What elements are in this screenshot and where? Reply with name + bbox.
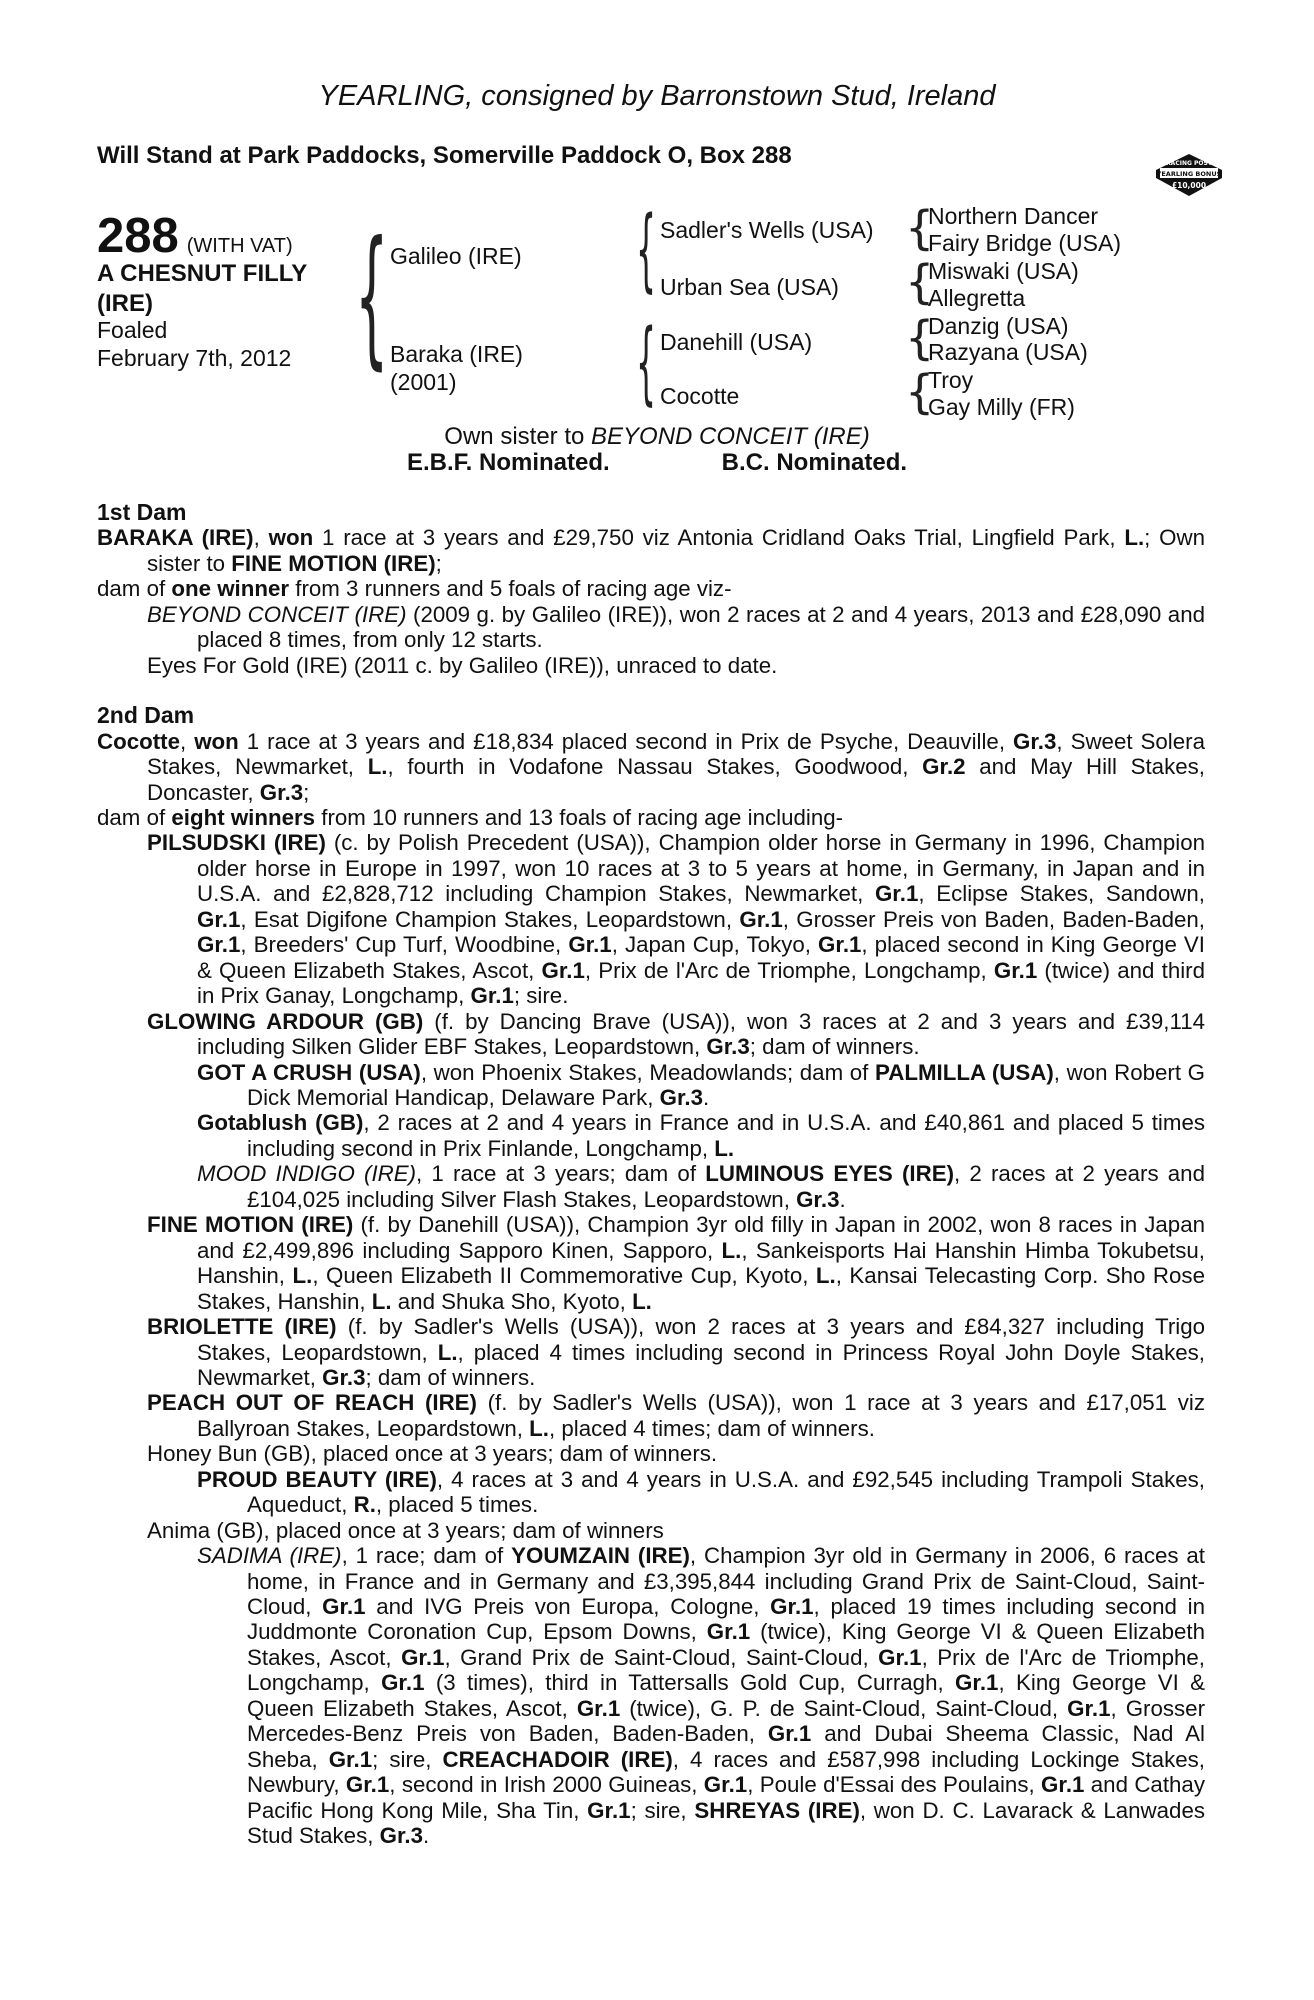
second-dam-entry-text: ; dam of winners. bbox=[749, 1034, 920, 1060]
second-dam-entry bbox=[147, 1314, 1205, 1390]
pedigree-brace-g4: { bbox=[905, 365, 935, 419]
dam-records bbox=[97, 500, 1205, 1849]
nominations bbox=[0, 449, 1314, 477]
second-dam-entry-text: (c. by Polish Precedent (USA)), Champion older horse in Germany in 1996, Champion older horse in Europe in 1997, won 10 races at 3 to 5 years at home, in Germany, in Japan and in U.S.A. and £2,828,712 including Champion Stakes, Newmarket, bbox=[197, 830, 1205, 907]
pedigree-dam-year: (2001) bbox=[390, 369, 457, 395]
first-dam-entry-text: BARAKA (IRE) bbox=[97, 525, 254, 551]
first-dam-entry-text: Eyes For Gold (IRE) (2011 c. by Galileo (IRE)), unraced to date. bbox=[147, 652, 778, 678]
pedigree-g6: Razyana (USA) bbox=[928, 339, 1088, 365]
own-sister-name: BEYOND CONCEIT (IRE) bbox=[591, 423, 870, 450]
second-dam-entry-text: and May Hill Stakes, Doncaster, bbox=[147, 754, 1205, 805]
second-dam-entry bbox=[97, 805, 1205, 830]
second-dam-entry-text: Gr.1 bbox=[874, 881, 919, 907]
pedigree-brace-g3: { bbox=[905, 311, 935, 365]
second-dam-entry-text: Gr.1 bbox=[576, 1695, 621, 1721]
second-dam-entry-text: eight winners bbox=[171, 804, 316, 830]
second-dam-entry-text: Gr.1 bbox=[541, 957, 585, 983]
second-dam-entry-text: L. bbox=[529, 1415, 549, 1441]
second-dam-entry-text: Gr.1 bbox=[993, 957, 1038, 983]
badge-line-1: RACING POST bbox=[1166, 160, 1212, 167]
second-dam-entry-text: Gr.1 bbox=[1041, 1772, 1085, 1798]
lot-header bbox=[97, 208, 293, 264]
second-dam-entry-text: 1 race at 3 years and £18,834 placed second in Prix de Psyche, Deauville, bbox=[238, 728, 1014, 754]
lot-number: 288 bbox=[97, 209, 179, 263]
second-dam-entry-text: R. bbox=[353, 1492, 376, 1518]
first-dam-entry-text: ; Own sister to bbox=[147, 525, 1206, 576]
first-dam-entry-text: one winner bbox=[171, 576, 290, 602]
pedigree-dam-sire: Danehill (USA) bbox=[660, 329, 813, 355]
badge-line-2: YEARLING BONUS bbox=[1156, 170, 1222, 178]
second-dam-entry-text: Gr.1 bbox=[328, 1746, 373, 1772]
first-dam-entry bbox=[97, 576, 1205, 601]
second-dam-entry-text: Gr.1 bbox=[197, 932, 241, 958]
second-dam-entry-text: Gr.2 bbox=[922, 754, 966, 780]
pedigree-g4: Allegretta bbox=[928, 285, 1026, 311]
second-dam-entry-text: Gr.1 bbox=[322, 1594, 366, 1620]
stand-location: Will Stand at Park Paddocks, Somerville Paddock O, Box 288 bbox=[97, 142, 792, 169]
second-dam-entry-text: PROUD BEAUTY (IRE) bbox=[197, 1466, 437, 1492]
second-dam-entry-text: FINE MOTION (IRE) bbox=[147, 1212, 354, 1238]
pedigree-dam: Baraka (IRE) bbox=[390, 341, 523, 367]
second-dam-entry-text: MOOD INDIGO (IRE) bbox=[197, 1161, 417, 1187]
first-dam-entry bbox=[147, 653, 1205, 678]
lot-name bbox=[97, 259, 367, 319]
pedigree-g8: Gay Milly (FR) bbox=[928, 394, 1075, 420]
second-dam-entry-text: Cocotte bbox=[97, 728, 180, 754]
second-dam-entry-text: Gr.3 bbox=[1013, 728, 1057, 754]
second-dam-entry-text: Gr.1 bbox=[706, 1619, 751, 1645]
second-dam-entry-text: , King George VI & Queen Elizabeth Stakes, Ascot, bbox=[247, 1670, 1205, 1721]
second-dam-entry-text: GLOWING ARDOUR (GB) bbox=[147, 1008, 424, 1034]
second-dam-entry-text: , Sweet Solera Stakes, Newmarket, bbox=[147, 728, 1205, 780]
second-dam-entry-text: , bbox=[180, 728, 195, 754]
second-dam-entry bbox=[97, 729, 1205, 805]
second-dam-entry-text: Honey Bun (GB), placed once at 3 years; dam of winners. bbox=[147, 1441, 718, 1467]
second-dam-entry-text: (3 times), third in Tattersalls Gold Cup, Curragh, bbox=[424, 1670, 956, 1696]
second-dam-entry-text: L. bbox=[815, 1263, 836, 1289]
pedigree-g3: Miswaki (USA) bbox=[928, 258, 1079, 284]
lot-name-line-2: (IRE) bbox=[97, 290, 153, 317]
second-dam-entry-text: , Poule d'Essai des Poulains, bbox=[747, 1772, 1042, 1798]
second-dam-entry-text: ; sire, bbox=[372, 1746, 443, 1772]
second-dam-entry bbox=[197, 1161, 1205, 1212]
foaled-label: Foaled bbox=[97, 317, 168, 343]
second-dam-entry-text: GOT A CRUSH (USA) bbox=[197, 1059, 421, 1085]
second-dam-entry-text: , placed 4 times including second in Princess Royal John Doyle Stakes, Newmarket, bbox=[197, 1339, 1205, 1390]
second-dam-entry-text: , Champion 3yr old in Germany in 2006, 6 races at home, in France and in Germany and £3,395,844 including Grand Prix de Saint-Cloud, Saint-Cloud, bbox=[247, 1543, 1206, 1620]
second-dam-entry-text: and Cathay Pacific Hong Kong Mile, Sha Tin, bbox=[247, 1772, 1205, 1823]
first-dam-entry-text: (2009 g. by Galileo (IRE)), won 2 races at 2 and 4 years, 2013 and £28,090 and placed 8 times, from only 12 starts. bbox=[197, 601, 1205, 653]
second-dam-entry-text: PEACH OUT OF REACH (IRE) bbox=[147, 1390, 477, 1416]
second-dam-entry-text: , fourth in Vodafone Nassau Stakes, Goodwood, bbox=[387, 754, 923, 780]
second-dam-entry-text: , placed second in King George VI & Queen Elizabeth Stakes, Ascot, bbox=[197, 932, 1205, 983]
pedigree-g5: Danzig (USA) bbox=[928, 313, 1069, 339]
second-dam-entry-text: Gr.3 bbox=[322, 1364, 366, 1390]
lot-name-line-1: A CHESNUT FILLY bbox=[97, 260, 308, 287]
first-dam-entry-text: ; bbox=[435, 550, 442, 576]
second-dam-entry-text: Anima (GB), placed once at 3 years; dam of winners bbox=[147, 1517, 664, 1543]
second-dam-entry-text: (f. by Sadler's Wells (USA)), won 1 race at 3 years and £17,051 viz Ballyroan Stakes, Leopardstown, bbox=[197, 1390, 1205, 1441]
second-dam-entry-text: Gr.1 bbox=[568, 932, 612, 958]
second-dam-entry bbox=[147, 1212, 1205, 1314]
second-dam-entry-text: Gr.1 bbox=[703, 1772, 748, 1798]
second-dam-entry-text: (f. by Danehill (USA)), Champion 3yr old filly in Japan in 2002, won 8 races in Japan and £2,499,896 including Sapporo Kinen, Sapporo, bbox=[197, 1212, 1206, 1263]
second-dam-entry-text: , Grosser Preis von Baden, Baden-Baden, bbox=[782, 906, 1205, 932]
second-dam-entry-text: (twice), King George VI & Queen Elizabeth Stakes, Ascot, bbox=[247, 1619, 1206, 1670]
second-dam-entry-text: SADIMA (IRE) bbox=[197, 1543, 342, 1569]
second-dam-entry-text: L. bbox=[292, 1263, 313, 1289]
second-dam-entry-text: (f. by Sadler's Wells (USA)), won 2 races at 3 years and £84,327 including Trigo Stakes, Leopardstown, bbox=[197, 1314, 1206, 1365]
second-dam-entry-text: Gr.3 bbox=[379, 1823, 424, 1849]
second-dam-entry bbox=[197, 1060, 1205, 1111]
second-dam-entry-text: , Esat Digifone Champion Stakes, Leopardstown, bbox=[240, 906, 740, 932]
bc-nominated: B.C. Nominated. bbox=[721, 449, 908, 476]
pedigree-sire-sire: Sadler's Wells (USA) bbox=[660, 217, 874, 243]
lot-vat: (WITH VAT) bbox=[186, 235, 293, 257]
second-dam-entry-text: , Eclipse Stakes, Sandown, bbox=[918, 881, 1205, 907]
second-dam-entry-text: , Grosser Mercedes-Benz Preis von Baden, Baden-Baden, bbox=[247, 1695, 1206, 1747]
pedigree-g1: Northern Dancer bbox=[928, 203, 1099, 229]
second-dam-entry-text: Gr.3 bbox=[659, 1084, 704, 1110]
second-dam-entry-text: L. bbox=[437, 1339, 458, 1365]
second-dam-entry-text: , won Robert G Dick Memorial Handicap, Delaware Park, bbox=[247, 1059, 1206, 1110]
second-dam-entry-text: Gotablush (GB) bbox=[197, 1110, 364, 1136]
own-sister-note bbox=[0, 423, 1314, 451]
second-dam-entry-text: , 4 races and £587,998 including Lockinge Stakes, Newbury, bbox=[247, 1746, 1205, 1798]
first-dam-entry-text: FINE MOTION (IRE) bbox=[231, 550, 436, 576]
second-dam-entry bbox=[197, 1110, 1205, 1161]
second-dam-entry-text: Gr.1 bbox=[818, 932, 862, 958]
second-dam-entry-text: LUMINOUS EYES (IRE) bbox=[705, 1161, 955, 1187]
second-dam-entry-text: Gr.3 bbox=[259, 779, 304, 805]
second-dam-entry-text: PILSUDSKI (IRE) bbox=[147, 830, 326, 856]
second-dam-entry-text: Gr.1 bbox=[587, 1797, 631, 1823]
second-dam-entry-text: L. bbox=[714, 1135, 735, 1161]
second-dam-entry-text: Gr.1 bbox=[767, 1721, 812, 1747]
second-dam-entry-text: Gr.1 bbox=[381, 1670, 425, 1696]
first-dam-entries bbox=[97, 525, 1205, 678]
second-dam-entry-text: , Kansai Telecasting Corp. Sho Rose Stakes, Hanshin, bbox=[197, 1263, 1205, 1314]
second-dam-entry-text: ; dam of winners. bbox=[365, 1364, 536, 1390]
second-dam-entry-text: and IVG Preis von Europa, Cologne, bbox=[365, 1594, 771, 1620]
second-dam-entry-text: and Dubai Sheema Classic, Nad Al Sheba, bbox=[247, 1721, 1205, 1772]
second-dam-entry-text: , 2 races at 2 and 4 years in France and in U.S.A. and £40,861 and placed 5 times including second in Prix Finlande, Longchamp, bbox=[247, 1110, 1205, 1161]
second-dam-entry-text: won bbox=[194, 728, 239, 754]
second-dam-entry-text: Gr.3 bbox=[706, 1034, 750, 1060]
second-dam-entry-text: , 1 race; dam of bbox=[341, 1543, 512, 1569]
second-dam-entry bbox=[147, 1009, 1205, 1060]
second-dam-entry-text: , placed 5 times. bbox=[375, 1492, 539, 1518]
second-dam-entry bbox=[147, 1518, 1205, 1543]
second-dam-entry-text: , Sankeisports Hai Hanshin Himba Tokubetsu, Hanshin, bbox=[197, 1237, 1205, 1289]
second-dam-entry-text: , Prix de l'Arc de Triomphe, Longchamp, bbox=[247, 1644, 1205, 1696]
pedigree-g7: Troy bbox=[928, 367, 974, 393]
first-dam-entry-text: 1 race at 3 years and £29,750 viz Antonia Cridland Oaks Trial, Lingfield Park, bbox=[313, 525, 1125, 551]
second-dam-entry-text: Gr.1 bbox=[345, 1772, 390, 1798]
second-dam-entry-text: BRIOLETTE (IRE) bbox=[147, 1314, 337, 1340]
first-dam-heading: 1st Dam bbox=[97, 499, 187, 525]
pedigree-sire-dam: Urban Sea (USA) bbox=[660, 274, 839, 300]
second-dam-entry-text: ; sire, bbox=[630, 1797, 695, 1823]
second-dam-entry-text: L. bbox=[367, 754, 388, 780]
first-dam-entry bbox=[97, 525, 1205, 576]
second-dam-entry-text: Gr.1 bbox=[955, 1670, 999, 1696]
second-dam-entry-text: Gr.1 bbox=[770, 1594, 814, 1620]
second-dam-entry-text: , Queen Elizabeth II Commemorative Cup, Kyoto, bbox=[312, 1263, 816, 1289]
first-dam-entry-text: BEYOND CONCEIT (IRE) bbox=[147, 601, 407, 627]
ebf-nominated: E.B.F. Nominated. bbox=[406, 449, 610, 476]
second-dam-entry bbox=[197, 1467, 1205, 1518]
second-dam-entry-text: Gr.1 bbox=[878, 1644, 922, 1670]
second-dam-entry-text: Gr.1 bbox=[197, 906, 241, 932]
second-dam-entry-text: Gr.1 bbox=[401, 1644, 445, 1670]
second-dam-entry-text: . bbox=[423, 1823, 430, 1849]
second-dam-entry-text: Gr.1 bbox=[470, 983, 514, 1009]
second-dam-entry-text: , 4 races at 3 and 4 years in U.S.A. and £92,545 including Trampoli Stakes, Aqueduct, bbox=[247, 1466, 1205, 1518]
second-dam-entry-text: CREACHADOIR (IRE) bbox=[442, 1746, 673, 1772]
second-dam-entry-text: , 2 races at 2 years and £104,025 including Silver Flash Stakes, Leopardstown, bbox=[247, 1161, 1205, 1212]
first-dam-entry bbox=[147, 602, 1205, 653]
second-dam-entry-text: . bbox=[703, 1084, 710, 1110]
badge-line-3: £10,000 bbox=[1171, 181, 1207, 190]
second-dam-entry-text: ; bbox=[303, 779, 310, 805]
pedigree-g2: Fairy Bridge (USA) bbox=[928, 230, 1121, 256]
second-dam-entry-text: . bbox=[839, 1186, 846, 1212]
second-dam-entry-text: , won D. C. Lavarack & Lanwades Stud Stakes, bbox=[247, 1797, 1205, 1849]
second-dam-entry-text: Gr.1 bbox=[1067, 1695, 1111, 1721]
second-dam-entry-text: Gr.3 bbox=[796, 1186, 840, 1212]
second-dam-entry-text: , won Phoenix Stakes, Meadowlands; dam of bbox=[420, 1059, 875, 1085]
pedigree-brace-sire: { bbox=[636, 197, 657, 302]
second-dam-entry-text: L. bbox=[721, 1237, 742, 1263]
first-dam-entry-text: , bbox=[253, 525, 269, 551]
first-dam-entry-text: won bbox=[268, 525, 314, 551]
second-dam-entry-text: , Japan Cup, Tokyo, bbox=[611, 932, 819, 958]
second-dam-entry bbox=[147, 830, 1205, 1008]
second-dam-entry-text: , placed 19 times including second in Juddmonte Coronation Cup, Epsom Downs, bbox=[247, 1594, 1205, 1645]
second-dam-entry-text: , Prix de l'Arc de Triomphe, Longchamp, bbox=[584, 957, 994, 983]
second-dam-entry-text: dam of bbox=[97, 804, 172, 830]
second-dam-entry-text: , Breeders' Cup Turf, Woodbine, bbox=[240, 932, 569, 958]
pedigree-dam-dam: Cocotte bbox=[660, 383, 740, 409]
second-dam-entry-text: L. bbox=[632, 1288, 652, 1314]
second-dam-entry-text: (twice) and third in Prix Ganay, Longchamp, bbox=[197, 957, 1206, 1009]
second-dam-entry-text: ; sire. bbox=[513, 983, 569, 1009]
second-dam-entries bbox=[97, 729, 1205, 1849]
second-dam-entry bbox=[147, 1441, 1205, 1466]
second-dam-entry-text: and Shuka Sho, Kyoto, bbox=[391, 1288, 633, 1314]
first-dam-entry-text: from 3 runners and 5 foals of racing age viz- bbox=[289, 576, 732, 602]
second-dam-heading: 2nd Dam bbox=[97, 702, 195, 729]
page-title: YEARLING, consigned by Barronstown Stud, Ireland bbox=[318, 80, 996, 112]
second-dam-entry-text: from 10 runners and 13 foals of racing age including- bbox=[315, 804, 844, 830]
pedigree-brace-main: { bbox=[355, 210, 389, 384]
second-dam-entry-text: , second in Irish 2000 Guineas, bbox=[389, 1772, 704, 1798]
foaled-date: February 7th, 2012 bbox=[97, 345, 292, 371]
pedigree-brace-dam: { bbox=[636, 310, 657, 415]
own-sister-prefix: Own sister to bbox=[444, 423, 592, 450]
second-dam-entry bbox=[147, 1390, 1205, 1441]
second-dam-entry-text: YOUMZAIN (IRE) bbox=[511, 1543, 690, 1569]
second-dam-entry-text: (f. by Dancing Brave (USA)), won 3 races at 2 and 3 years and £39,114 including Silken Glider EBF Stakes, Leopardstown, bbox=[197, 1008, 1205, 1060]
second-dam-entry-text: (twice), G. P. de Saint-Cloud, Saint-Cloud, bbox=[620, 1695, 1068, 1721]
pedigree-brace-g2: { bbox=[905, 255, 935, 309]
pedigree-sire: Galileo (IRE) bbox=[390, 243, 522, 269]
first-dam-entry-text: L. bbox=[1124, 525, 1145, 551]
second-dam-entry-text: , Grand Prix de Saint-Cloud, Saint-Cloud, bbox=[444, 1644, 879, 1670]
second-dam-entry-text: , placed 4 times; dam of winners. bbox=[549, 1415, 875, 1441]
second-dam-entry-text: , 1 race at 3 years; dam of bbox=[416, 1161, 706, 1187]
second-dam-entry-text: Gr.1 bbox=[739, 906, 783, 932]
pedigree-brace-g1: { bbox=[905, 201, 935, 255]
second-dam-entry-text: SHREYAS (IRE) bbox=[694, 1797, 860, 1823]
second-dam-entry-text: PALMILLA (USA) bbox=[875, 1059, 1054, 1085]
foaled-info bbox=[97, 316, 291, 372]
yearling-bonus-badge-icon bbox=[1152, 148, 1226, 202]
second-dam-entry-text: L. bbox=[371, 1288, 392, 1314]
first-dam-entry-text: dam of bbox=[97, 576, 172, 602]
second-dam-entry bbox=[197, 1543, 1205, 1848]
